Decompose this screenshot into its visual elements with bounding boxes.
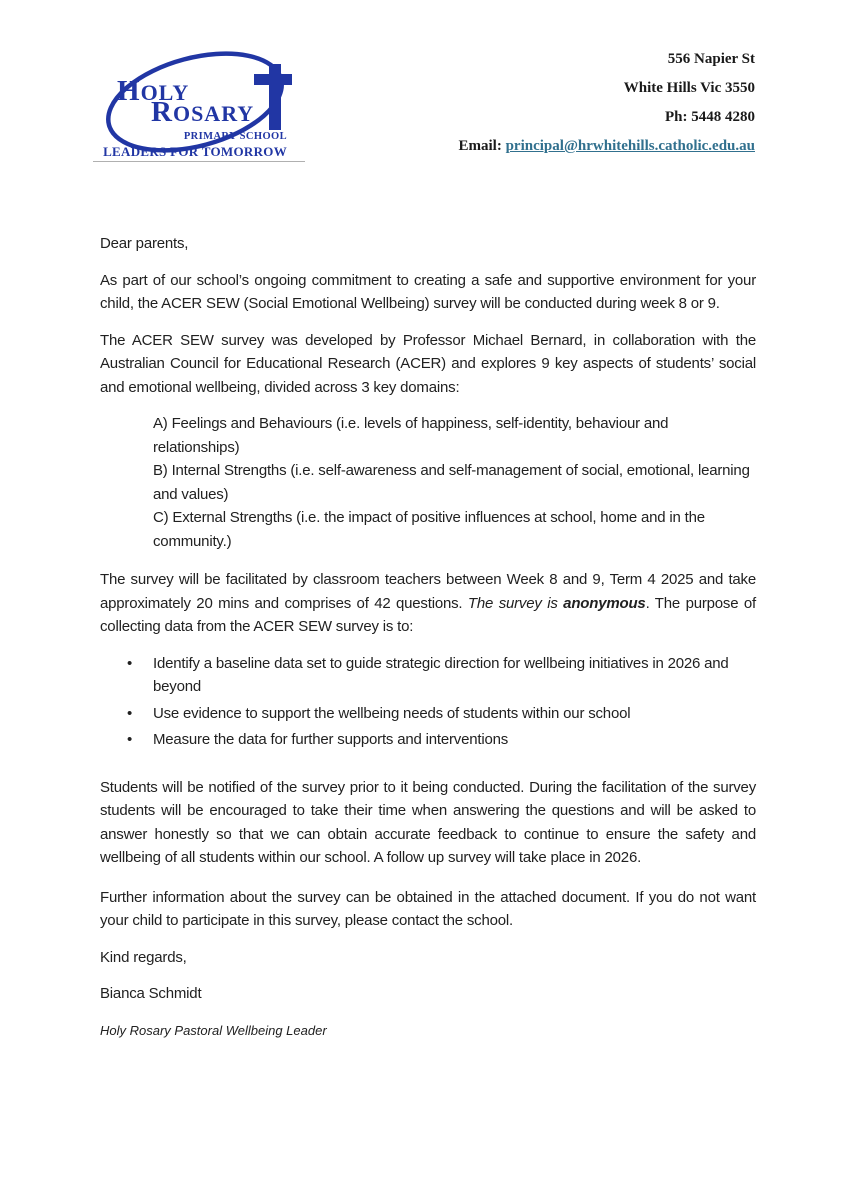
survey-details-text: The survey will be facilitated by classroom teachers between Week 8 and 9, Term 4 2025 and take approximately 20 mins and comprises of 42 questions. [100, 571, 756, 612]
email-row [300, 132, 755, 161]
bullet-item: • Identify a baseline data set to guide strategic direction for wellbeing initiatives in 2026 and beyond [153, 652, 756, 699]
contact-block [300, 45, 755, 161]
paragraph-survey-background: The ACER SEW survey was developed by Professor Michael Bernard, in collaboration with the Australian Council for Educational Research (ACER) and explores 9 key aspects of students’ social and emotional wellbeing, divided across 3 key domains: [100, 331, 756, 396]
phone-number: Ph: 5448 4280 [665, 109, 755, 125]
signature-name: Bianca Schmidt [100, 985, 202, 1002]
purpose-bullet-list [100, 652, 756, 752]
survey-details-anonymous: anonymous [563, 594, 646, 612]
email-link[interactable]: principal@hrwhitehills.catholic.edu.au [505, 138, 755, 154]
survey-details-purpose: . The purpose of collecting data from the ACER SEW survey is to: [100, 594, 757, 635]
paragraph-survey-details [100, 568, 756, 639]
paragraph-intro: As part of our school’s ongoing commitment to creating a safe and supportive environment for your child, the ACER SEW (Social Emotional Wellbeing) survey will be conducted during week 8 or 9. [100, 271, 756, 312]
address-line-2: White Hills Vic 3550 [623, 80, 755, 96]
bullet-item: • Measure the data for further supports and interventions [153, 728, 756, 752]
logo-subtitle-leaders: LEADERS FOR TOMORROW [103, 144, 287, 159]
domain-item-b: B) Internal Strengths (i.e. self-awareness and self-management of social, emotional, learning and values) [153, 462, 750, 503]
logo-underline [93, 161, 305, 162]
paragraph-further-info: Further information about the survey can be obtained in the attached document. If you do not want your child to participate in this survey, please contact the school. [100, 888, 756, 929]
domain-item-a: A) Feelings and Behaviours (i.e. levels of happiness, self-identity, behaviour and relationships) [153, 415, 669, 456]
survey-details-italic: The survey is [467, 594, 564, 612]
letter-body [100, 232, 756, 1055]
cross-icon [254, 74, 292, 85]
closing: Kind regards, [100, 948, 187, 966]
email-label: Email: [458, 138, 506, 154]
domains-list [100, 412, 750, 553]
logo-text-holy: HOLY [117, 75, 190, 107]
logo-text-rosary: ROSARY [151, 96, 255, 128]
paragraph-notification: Students will be notified of the survey prior to it being conducted. During the facilitation of the survey students will be encouraged to take their time when answering the questions and will be asked to answer honestly so that we can obtain accurate feedback to continue to ensure the safety and wellbeing of all students within our school. A follow up survey will take place in 2026. [100, 778, 756, 866]
logo-subtitle-primary-school: PRIMARY SCHOOL [183, 131, 287, 142]
school-logo [95, 45, 307, 165]
bullet-item: • Use evidence to support the wellbeing needs of students within our school [153, 702, 756, 726]
domain-item-c: C) External Strengths (i.e. the impact of positive influences at school, home and in the community.) [153, 509, 705, 550]
address-line-1: 556 Napier St [667, 51, 755, 67]
salutation: Dear parents, [100, 235, 189, 252]
signature-role: Holy Rosary Pastoral Wellbeing Leader [100, 1022, 327, 1038]
